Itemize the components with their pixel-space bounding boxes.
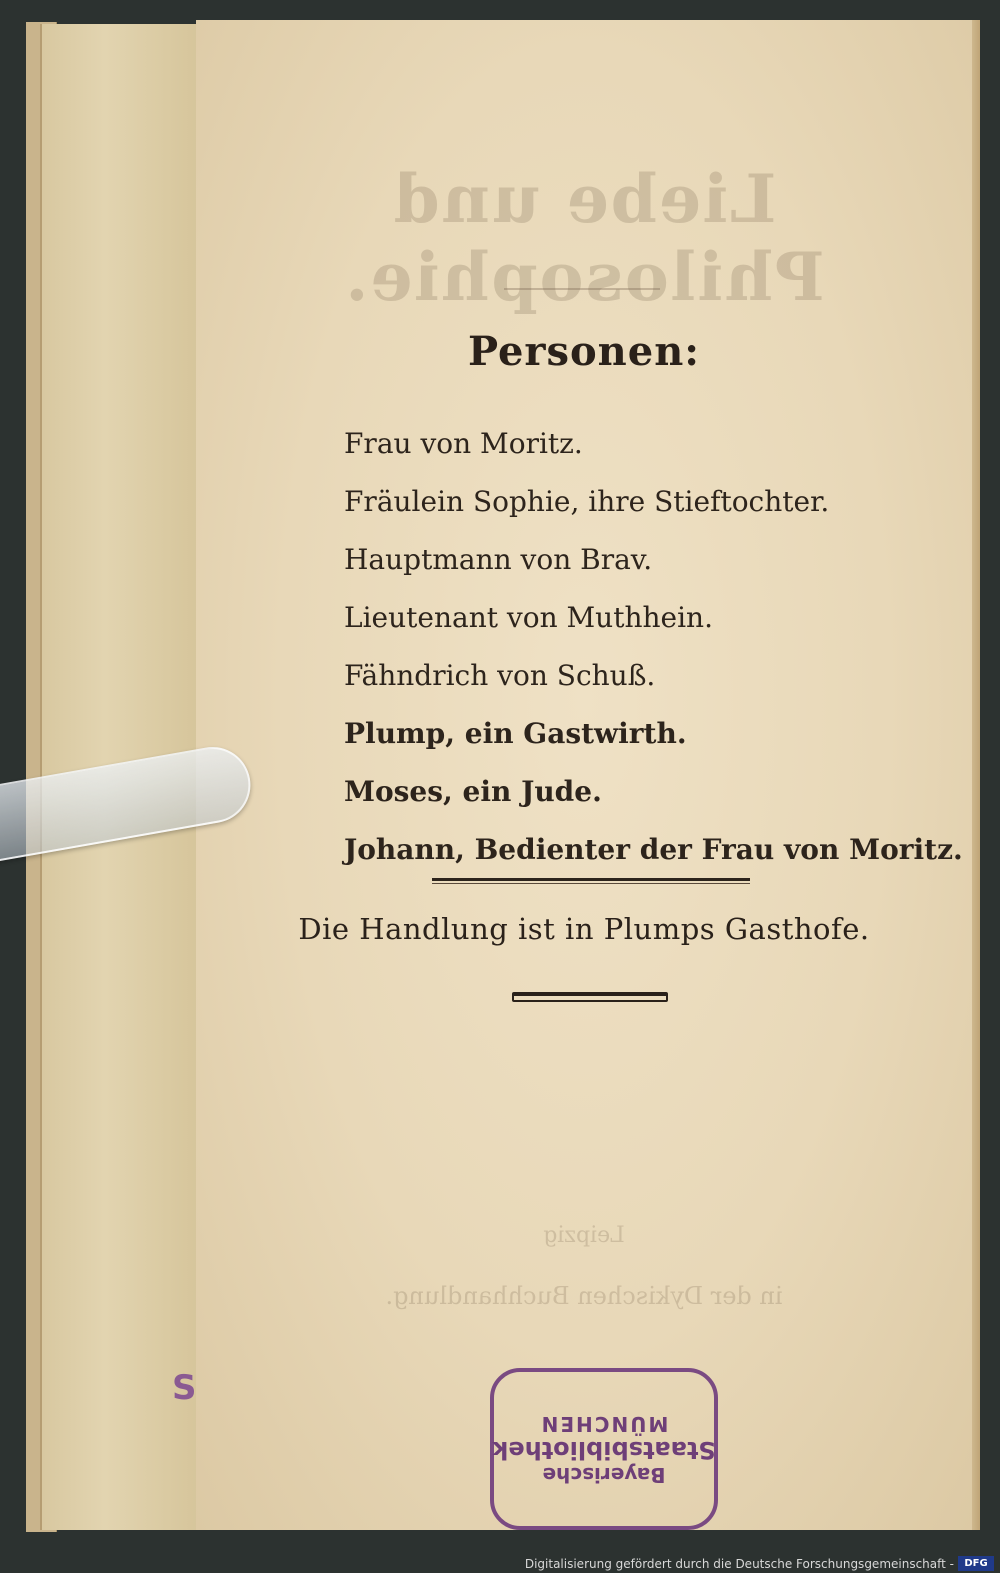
cast-item: Hauptmann von Brav.	[344, 543, 653, 576]
setting-line: Die Handlung ist in Plumps Gasthofe.	[298, 912, 870, 946]
bleed-through-line: Leipzig	[543, 1223, 625, 1248]
cast-item: Fähndrich von Schuß.	[344, 659, 656, 692]
cast-item: Frau von Moritz.	[344, 427, 583, 460]
stamp-line: Staatsbibliothek	[492, 1435, 716, 1464]
cast-list	[344, 422, 963, 886]
faint-rule	[504, 288, 660, 290]
ornament-rule	[512, 992, 668, 1002]
shelf-mark: S	[172, 1368, 197, 1408]
cast-item: Plump, ein Gastwirth.	[344, 717, 687, 750]
footer-credit: Digitalisierung gefördert durch die Deutsche Forschungsgemeinschaft -	[524, 1557, 954, 1571]
separator-rule	[432, 878, 750, 881]
stamp-line: MÜNCHEN	[539, 1412, 669, 1437]
dfg-logo-icon: DFG	[958, 1556, 994, 1571]
cast-item: Fräulein Sophie, ihre Stieftochter.	[344, 485, 830, 518]
cast-item: Johann, Bedienter der Frau von Moritz.	[344, 833, 963, 866]
cast-item: Moses, ein Jude.	[344, 775, 602, 808]
book-page	[196, 20, 972, 1530]
page-heading: Personen:	[467, 328, 701, 375]
library-stamp	[490, 1368, 718, 1530]
cast-item: Lieutenant von Muthhein.	[344, 601, 713, 634]
stamp-line: Bayerische	[542, 1462, 666, 1487]
bleed-through-line: in der Dykischen Buchhandlung.	[385, 1282, 783, 1310]
bleed-through-title: Liebe und Philosophie.	[343, 160, 825, 316]
